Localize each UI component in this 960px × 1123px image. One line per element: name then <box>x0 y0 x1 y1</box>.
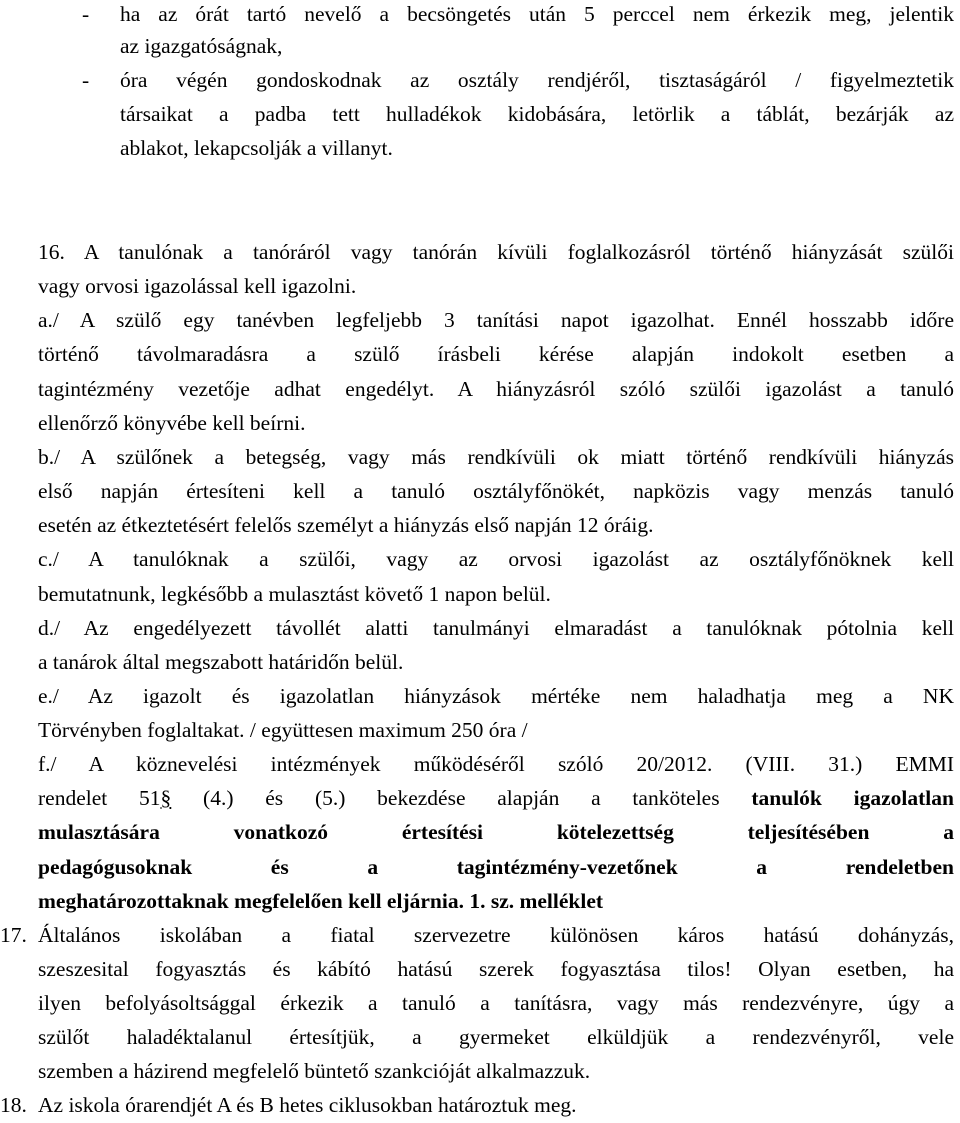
section-17-line: szemben a házirend megfelelő büntető szankcióját alkalmazzuk. <box>38 1059 591 1083</box>
paragraph-f-bold-line: mulasztására vonatkozó értesítési kötelezettség teljesítésében a <box>38 820 954 844</box>
paragraph-d-line: d./ Az engedélyezett távollét alatti tanulmányi elmaradást a tanulóknak pótolnia kell <box>38 616 954 640</box>
paragraph-a-line: a./ A szülő egy tanévben legfeljebb 3 tanítási napot igazolhat. Ennél hosszabb időre <box>38 308 954 332</box>
list-item-text: társaikat a padba tett hulladékok kidobására, letörlik a táblát, bezárják az <box>120 102 954 126</box>
paragraph-f-bold-text: tanulók igazolatlan <box>751 786 954 810</box>
list-item-text: ablakot, lekapcsolják a villanyt. <box>120 136 393 160</box>
section-18-number: 18. <box>0 1093 27 1117</box>
paragraph-f-text: (4.) és (5.) bekezdése alapján a tanköteles <box>171 786 752 810</box>
section-17-line: szülőt haladéktalanul értesítjük, a gyermeket elküldjük a rendezvényről, vele <box>38 1025 954 1049</box>
paragraph-a-line: tagintézmény vezetője adhat engedélyt. A hiányzásról szóló szülői igazolást a tanuló <box>38 377 954 401</box>
section-17-line: Általános iskolában a fiatal szervezetre különösen káros hatású dohányzás, <box>38 923 954 947</box>
section-17-line: ilyen befolyásoltsággal érkezik a tanuló a tanításra, vagy más rendezvényre, úgy a <box>38 991 954 1015</box>
paragraph-e-line: Törvényben foglaltakat. / együttesen maximum 250 óra / <box>38 718 528 742</box>
paragraph-c-line: bemutatnunk, legkésőbb a mulasztást követő 1 napon belül. <box>38 582 551 606</box>
list-item-text: ha az órát tartó nevelő a becsöngetés után 5 perccel nem érkezik meg, jelentik <box>120 2 954 26</box>
dash-marker: - <box>82 2 90 26</box>
paragraph-f-text: rendelet 51 <box>38 786 161 810</box>
section-17-line: szeszesital fogyasztás és kábító hatású szerek fogyasztása tilos! Olyan esetben, ha <box>38 957 954 981</box>
section-16-line: vagy orvosi igazolással kell igazolni. <box>38 274 357 298</box>
section-16-line: 16. A tanulónak a tanóráról vagy tanórán kívüli foglalkozásról történő hiányzását szülői <box>38 240 954 264</box>
section-17-number: 17. <box>0 923 27 947</box>
paragraph-a-line: ellenőrző könyvébe kell beírni. <box>38 411 306 435</box>
paragraph-f-bold-line: meghatározottaknak megfelelően kell eljárnia. 1. sz. melléklet <box>38 889 604 913</box>
paragraph-f-line <box>38 784 954 812</box>
paragraph-a-line: történő távolmaradásra a szülő írásbeli kérése alapján indokolt esetben a <box>38 342 954 366</box>
paragraph-b-line: esetén az étkeztetésért felelős személyt a hiányzás első napján 12 óráig. <box>38 513 654 537</box>
dash-marker: - <box>82 68 90 92</box>
paragraph-f-line: f./ A köznevelési intézmények működéséről szóló 20/2012. (VIII. 31.) EMMI <box>38 752 954 776</box>
section-18-line: Az iskola órarendjét A és B hetes ciklusokban határoztuk meg. <box>38 1093 577 1117</box>
list-item-text: óra végén gondoskodnak az osztály rendjéről, tisztaságáról / figyelmeztetik <box>120 68 954 92</box>
list-item-text: az igazgatóságnak, <box>120 34 283 58</box>
paragraph-f-bold-line: pedagógusoknak és a tagintézmény-vezetőnek a rendeletben <box>38 855 954 879</box>
paragraph-e-line: e./ Az igazolt és igazolatlan hiányzások mértéke nem haladhatja meg a NK <box>38 684 954 708</box>
paragraph-c-line: c./ A tanulóknak a szülői, vagy az orvosi igazolást az osztályfőnöknek kell <box>38 547 954 571</box>
paragraph-b-line: első napján értesíteni kell a tanuló osztályfőnökét, napközis vagy menzás tanuló <box>38 479 954 503</box>
paragraph-d-line: a tanárok által megszabott határidőn belül. <box>38 650 404 674</box>
paragraph-b-line: b./ A szülőnek a betegség, vagy más rendkívüli ok miatt történő rendkívüli hiányzás <box>38 445 954 469</box>
section-sign: § <box>160 786 172 810</box>
